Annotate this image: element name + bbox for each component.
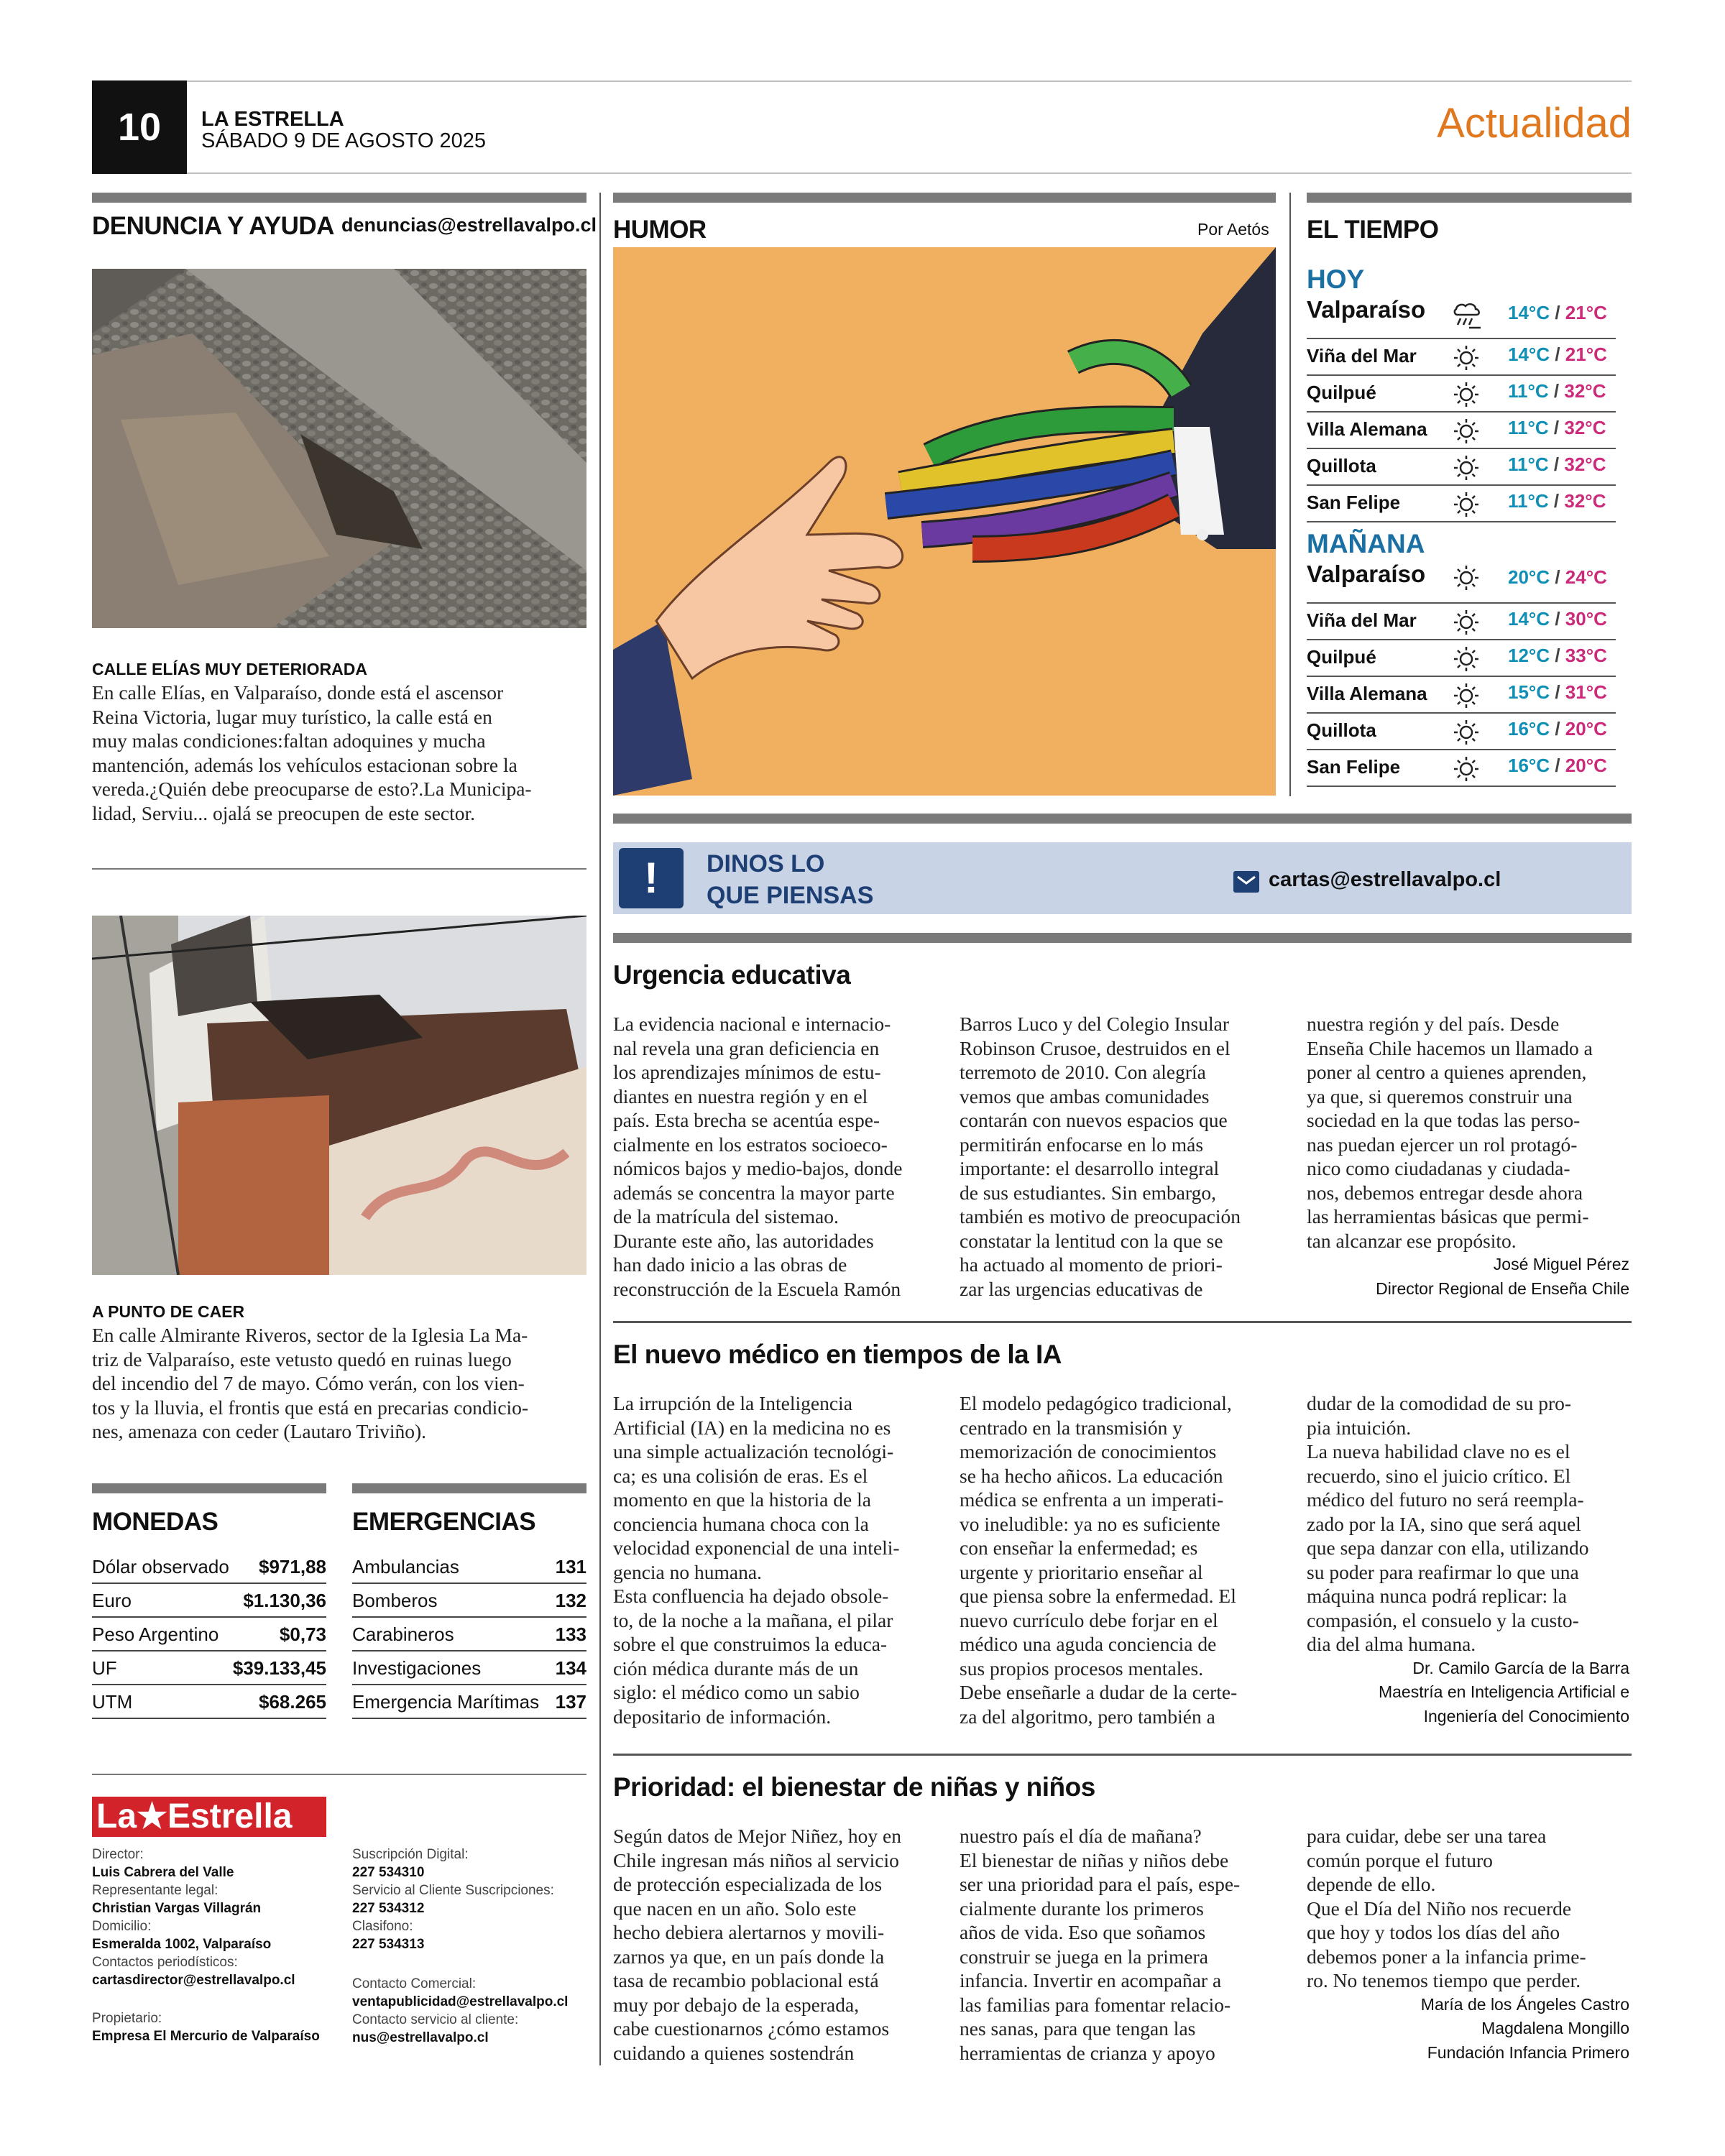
text-line: Robinson Crusoe, destruidos en el bbox=[960, 1036, 1230, 1059]
imprint-label: Propietario: bbox=[92, 2011, 162, 2026]
weather-row bbox=[1307, 750, 1616, 787]
imprint-label: Contacto servicio al cliente: bbox=[352, 2012, 519, 2027]
text-line: to, de la noche a la mañana, el pilar bbox=[613, 1608, 893, 1631]
text-line: siglo: el médico como un sabio bbox=[613, 1681, 860, 1703]
article-title: Urgencia educativa bbox=[613, 960, 851, 990]
temp-min: 14°C bbox=[1508, 344, 1550, 365]
article-title: Prioridad: el bienestar de niñas y niños bbox=[613, 1772, 1095, 1802]
weather-temps bbox=[1508, 645, 1607, 667]
text-line: za del algoritmo, pero también a bbox=[960, 1705, 1215, 1728]
text-line: se ha hecho añicos. La educación bbox=[960, 1464, 1223, 1487]
text-line: su poder para reafirmar lo que una bbox=[1307, 1560, 1579, 1583]
text-line: gencia no humana. bbox=[613, 1560, 762, 1583]
temp-separator: / bbox=[1555, 718, 1560, 740]
text-line: muy malas condiciones:faltan adoquines y mucha bbox=[92, 729, 486, 752]
weather-temps bbox=[1508, 681, 1607, 704]
text-line: nómicos bajos y medio-bajos, donde bbox=[613, 1157, 903, 1179]
weather-temps bbox=[1508, 566, 1607, 589]
temp-max: 31°C bbox=[1565, 681, 1607, 703]
weather-row bbox=[1307, 559, 1616, 604]
text-line: ción médica durante más de un bbox=[613, 1657, 859, 1680]
temp-min: 11°C bbox=[1508, 490, 1549, 512]
imprint-value: 227 534310 bbox=[352, 1865, 425, 1880]
imprint-value: 227 534313 bbox=[352, 1937, 425, 1952]
weather-row bbox=[1307, 295, 1616, 339]
imprint-label: Director: bbox=[92, 1847, 144, 1862]
weather-temps bbox=[1508, 490, 1606, 512]
text-line: para cuidar, debe ser una tarea bbox=[1307, 1825, 1547, 1847]
row-label: Investigaciones bbox=[352, 1657, 482, 1679]
article-column bbox=[960, 1012, 1283, 1301]
text-line: las herramientas básicas que permi- bbox=[1307, 1205, 1589, 1227]
weather-temps bbox=[1508, 718, 1607, 740]
text-line: constatar la lentitud con la que se bbox=[960, 1229, 1223, 1252]
text-line: Reina Victoria, lugar muy turístico, la calle está en bbox=[92, 705, 492, 728]
text-line: velocidad exponencial de una inteli- bbox=[613, 1537, 900, 1559]
temp-min: 15°C bbox=[1508, 681, 1550, 703]
temp-max: 32°C bbox=[1564, 417, 1606, 438]
text-line: herramientas de crianza y apoyo bbox=[960, 2041, 1215, 2064]
text-line: sociedad en la que todas las perso- bbox=[1307, 1109, 1581, 1131]
weather-city: San Felipe bbox=[1307, 492, 1401, 513]
text-line: de sus estudiantes. Sin embargo, bbox=[960, 1181, 1216, 1204]
weather-city: Valparaíso bbox=[1307, 561, 1426, 587]
photo-street bbox=[92, 269, 586, 628]
sun-icon bbox=[1450, 417, 1482, 446]
row-label: Bomberos bbox=[352, 1590, 438, 1611]
weather-temps bbox=[1508, 755, 1607, 777]
imprint-label: Representante legal: bbox=[92, 1883, 218, 1898]
text-line: zar las urgencias educativas de bbox=[960, 1277, 1203, 1300]
text-line: conciencia humana choca con la bbox=[613, 1512, 869, 1535]
logo-word-estrella: Estrella bbox=[167, 1797, 293, 1835]
logo-word-la: La bbox=[96, 1797, 137, 1835]
imprint-value: Luis Cabrera del Valle bbox=[92, 1865, 234, 1880]
temp-min: 16°C bbox=[1508, 755, 1550, 776]
weather-title: EL TIEMPO bbox=[1307, 216, 1439, 244]
text-line: Chile ingresan más niños al servicio bbox=[613, 1848, 899, 1871]
text-line: En calle Elías, en Valparaíso, donde está el ascensor bbox=[92, 681, 504, 704]
rain-wind-icon bbox=[1450, 299, 1482, 328]
text-line: que hoy y todos los días del año bbox=[1307, 1921, 1560, 1943]
text-line: centrado en la transmisión y bbox=[960, 1416, 1183, 1439]
text-line: mantención, además los vehículos estacionan sobre la bbox=[92, 753, 518, 776]
text-line: infancia. Invertir en acompañar a bbox=[960, 1969, 1222, 1991]
sun-icon bbox=[1450, 718, 1482, 747]
cartoon-handshake-snakes bbox=[613, 247, 1276, 796]
text-line: cialmente durante los primeros bbox=[960, 1897, 1204, 1920]
text-line: Artificial (IA) en la medicina no es bbox=[613, 1416, 891, 1439]
imprint-label: Contactos periodísticos: bbox=[92, 1955, 238, 1970]
signature-line: José Miguel Pérez bbox=[1493, 1255, 1629, 1273]
article-column bbox=[960, 1824, 1283, 2065]
text-line: tasa de recambio poblacional está bbox=[613, 1969, 879, 1991]
humor-credit: Por Aetós bbox=[1197, 220, 1269, 239]
text-line: las familias para fomentar relacio- bbox=[960, 1993, 1231, 2016]
weather-temps bbox=[1508, 380, 1606, 402]
denuncia-email[interactable]: denuncias@estrellavalpo.cl bbox=[341, 214, 597, 236]
weather-tomorrow-label: MAÑANA bbox=[1307, 529, 1425, 558]
text-line: que piensa sobre la enfermedad. El bbox=[960, 1585, 1236, 1607]
article-column bbox=[960, 1391, 1283, 1728]
text-line: sus propios procesos mentales. bbox=[960, 1657, 1204, 1680]
emergencias-title: EMERGENCIAS bbox=[352, 1508, 536, 1536]
text-line: depositario de información. bbox=[613, 1705, 832, 1728]
table-row bbox=[92, 1651, 326, 1685]
text-line: nes sanas, para que tengan las bbox=[960, 2017, 1196, 2040]
text-line: nas puedan ejercer un rol protagó- bbox=[1307, 1133, 1578, 1156]
dinos-banner bbox=[613, 842, 1632, 914]
photo-ruined-building bbox=[92, 916, 586, 1275]
text-line: común porque el futuro bbox=[1307, 1848, 1493, 1871]
paper-name: LA ESTRELLA bbox=[201, 108, 344, 131]
text-line: tan alcanzar ese propósito. bbox=[1307, 1229, 1517, 1252]
temp-max: 20°C bbox=[1565, 718, 1607, 740]
text-line: En calle Almirante Riveros, sector de la Iglesia La Ma- bbox=[92, 1324, 528, 1346]
row-value: 133 bbox=[555, 1623, 586, 1645]
sun-icon bbox=[1450, 608, 1482, 637]
text-line: Según datos de Mejor Niñez, hoy en bbox=[613, 1825, 901, 1847]
temp-min: 11°C bbox=[1508, 380, 1549, 402]
text-line: ca; es una colisión de eras. Es el bbox=[613, 1464, 868, 1487]
weather-row bbox=[1307, 413, 1616, 449]
text-line: triz de Valparaíso, este vetusto quedó en ruinas luego bbox=[92, 1348, 512, 1370]
row-value: 137 bbox=[555, 1691, 586, 1713]
dinos-email[interactable]: cartas@estrellavalpo.cl bbox=[1269, 868, 1501, 891]
weather-city: Viña del Mar bbox=[1307, 609, 1417, 631]
text-line: nuestro país el día de mañana? bbox=[960, 1825, 1202, 1847]
temp-min: 11°C bbox=[1508, 453, 1549, 475]
text-line: La irrupción de la Inteligencia bbox=[613, 1392, 852, 1414]
row-value: 132 bbox=[555, 1590, 586, 1611]
text-line: compasión, el consuelo y la custo- bbox=[1307, 1608, 1579, 1631]
imprint-label: Suscripción Digital: bbox=[352, 1847, 469, 1862]
row-label: UF bbox=[92, 1657, 117, 1679]
text-line: de protección especializada de los bbox=[613, 1873, 883, 1895]
table-row bbox=[352, 1584, 586, 1618]
sun-icon bbox=[1450, 681, 1482, 710]
denuncia-title: DENUNCIA Y AYUDA bbox=[92, 212, 334, 240]
section-title: Actualidad bbox=[1437, 100, 1632, 147]
weather-today-label: HOY bbox=[1307, 264, 1365, 294]
temp-separator: / bbox=[1553, 380, 1560, 402]
dinos-line1: DINOS LO bbox=[707, 850, 825, 877]
text-line: importante: el desarrollo integral bbox=[960, 1157, 1220, 1179]
temp-max: 21°C bbox=[1565, 302, 1607, 323]
sun-icon bbox=[1450, 563, 1482, 592]
weather-temps bbox=[1508, 453, 1606, 476]
weather-row bbox=[1307, 449, 1616, 486]
text-line: memorización de conocimientos bbox=[960, 1440, 1217, 1462]
text-line: Que el Día del Niño nos recuerde bbox=[1307, 1897, 1572, 1920]
temp-max: 24°C bbox=[1565, 566, 1607, 588]
article-column bbox=[613, 1012, 937, 1301]
imprint-value: 227 534312 bbox=[352, 1901, 425, 1916]
article-signature bbox=[1270, 1657, 1629, 1729]
weather-city: Quillota bbox=[1307, 719, 1376, 741]
text-line: zarnos ya que, en un país donde la bbox=[613, 1945, 885, 1968]
text-line: dia del alma humana. bbox=[1307, 1633, 1476, 1655]
temp-min: 14°C bbox=[1508, 302, 1550, 323]
text-line: años de vida. Eso que soñamos bbox=[960, 1921, 1206, 1943]
table-row bbox=[352, 1618, 586, 1651]
text-line: contarán con nuevos espacios que bbox=[960, 1109, 1228, 1131]
text-line: máquina nunca podrá replicar: la bbox=[1307, 1585, 1567, 1607]
text-line: Durante este año, las autoridades bbox=[613, 1229, 874, 1252]
weather-row bbox=[1307, 339, 1616, 376]
text-line: una simple actualización tecnológi- bbox=[613, 1440, 894, 1462]
weather-city: Villa Alemana bbox=[1307, 683, 1427, 704]
signature-line: Fundación Infancia Primero bbox=[1427, 2042, 1629, 2062]
text-line: pia intuición. bbox=[1307, 1416, 1412, 1439]
text-line: además se concentra la mayor parte bbox=[613, 1181, 895, 1204]
weather-city: Quilpué bbox=[1307, 382, 1376, 403]
caption1-title: CALLE ELÍAS MUY DETERIORADA bbox=[92, 660, 367, 678]
imprint-value: nus@estrellavalpo.cl bbox=[352, 2030, 489, 2045]
temp-max: 30°C bbox=[1565, 608, 1607, 630]
caption2-text bbox=[92, 1323, 595, 1444]
temp-min: 16°C bbox=[1508, 718, 1550, 740]
text-line: nuestra región y del país. Desde bbox=[1307, 1013, 1560, 1035]
text-line: que nacen en un año. Solo este bbox=[613, 1897, 857, 1920]
text-line: construir se juega en la primera bbox=[960, 1945, 1208, 1968]
signature-line: Director Regional de Enseña Chile bbox=[1376, 1279, 1629, 1298]
text-line: ya que, si queremos construir una bbox=[1307, 1084, 1573, 1107]
text-line: El modelo pedagógico tradicional, bbox=[960, 1392, 1232, 1414]
temp-min: 12°C bbox=[1508, 645, 1550, 666]
text-line: tos y la lluvia, el frontis que está en precarias condicio- bbox=[92, 1396, 529, 1419]
text-line: médico del futuro no será reempla- bbox=[1307, 1488, 1584, 1511]
imprint-value: Christian Vargas Villagrán bbox=[92, 1901, 262, 1916]
text-line: Barros Luco y del Colegio Insular bbox=[960, 1013, 1229, 1035]
article-column bbox=[613, 1824, 937, 2065]
weather-city: Quilpué bbox=[1307, 646, 1376, 668]
text-line: lidad, Serviu... ojalá se preocupen de este sector. bbox=[92, 801, 476, 824]
article-column bbox=[1307, 1824, 1630, 1993]
text-line: Debe enseñarle a dudar de la certe- bbox=[960, 1681, 1238, 1703]
article-column bbox=[1307, 1012, 1630, 1253]
sun-icon bbox=[1450, 645, 1482, 673]
humor-title: HUMOR bbox=[613, 216, 707, 244]
text-line: del incendio del 7 de mayo. Cómo verán, con los vien- bbox=[92, 1372, 525, 1394]
weather-city: Viña del Mar bbox=[1307, 345, 1417, 367]
imprint-value: Empresa El Mercurio de Valparaíso bbox=[92, 2029, 320, 2044]
row-label: Emergencia Marítimas bbox=[352, 1691, 540, 1713]
weather-temps bbox=[1508, 417, 1606, 439]
temp-separator: / bbox=[1555, 302, 1560, 323]
text-line: de la matrícula del sistemao. bbox=[613, 1205, 839, 1227]
text-line: vereda.¿Quién debe preocuparse de esto?.La Municipa- bbox=[92, 778, 532, 800]
text-line: ha actuado al momento de priori- bbox=[960, 1253, 1223, 1276]
imprint-label: Contacto Comercial: bbox=[352, 1976, 477, 1991]
paper-date: SÁBADO 9 DE AGOSTO 2025 bbox=[201, 129, 486, 152]
text-line: nico como ciudadanas y ciudada- bbox=[1307, 1157, 1570, 1179]
temp-separator: / bbox=[1555, 566, 1560, 588]
caption1-text bbox=[92, 681, 595, 825]
text-line: nos, debemos entregar desde ahora bbox=[1307, 1181, 1583, 1204]
weather-city: San Felipe bbox=[1307, 756, 1401, 778]
text-line: nes, amenaza con ceder (Lautaro Triviño). bbox=[92, 1420, 427, 1442]
weather-row bbox=[1307, 677, 1616, 714]
text-line: hecho debiera alertarnos y movili- bbox=[613, 1921, 885, 1943]
text-line: vemos que ambas comunidades bbox=[960, 1084, 1210, 1107]
table-row bbox=[92, 1550, 326, 1584]
temp-max: 21°C bbox=[1565, 344, 1607, 365]
row-value: 131 bbox=[555, 1556, 586, 1577]
mail-icon bbox=[1233, 871, 1259, 893]
weather-row bbox=[1307, 376, 1616, 413]
text-line: reconstrucción de la Escuela Ramón bbox=[613, 1277, 901, 1300]
row-value: $39.133,45 bbox=[232, 1657, 326, 1679]
text-line: momento en que la historia de la bbox=[613, 1488, 871, 1511]
text-line: médica se enfrenta a un imperati- bbox=[960, 1488, 1224, 1511]
text-line: dudar de la comodidad de su pro- bbox=[1307, 1392, 1572, 1414]
signature-line: Maestría en Inteligencia Artificial e bbox=[1378, 1682, 1629, 1701]
article-column bbox=[1307, 1391, 1630, 1657]
text-line: cabe cuestionarnos ¿cómo estamos bbox=[613, 2017, 890, 2040]
article-signature bbox=[1270, 1993, 1629, 2065]
monedas-title: MONEDAS bbox=[92, 1508, 218, 1536]
text-line: La nueva habilidad clave no es el bbox=[1307, 1440, 1570, 1462]
text-line: diantes en nuestra región y en el bbox=[613, 1084, 868, 1107]
row-value: $1.130,36 bbox=[243, 1590, 326, 1611]
text-line: terremoto de 2010. Con alegría bbox=[960, 1061, 1206, 1083]
weather-row bbox=[1307, 640, 1616, 677]
sun-icon bbox=[1450, 344, 1482, 372]
table-row bbox=[352, 1651, 586, 1685]
weather-temps bbox=[1508, 608, 1607, 630]
text-line: país. Esta brecha se acentúa espe- bbox=[613, 1109, 880, 1131]
temp-separator: / bbox=[1555, 681, 1560, 703]
text-line: ro. No tenemos tiempo que perder. bbox=[1307, 1969, 1581, 1991]
text-line: nuevo currículo debe forjar en el bbox=[960, 1608, 1218, 1631]
sun-icon bbox=[1450, 380, 1482, 409]
weather-city: Valparaíso bbox=[1307, 296, 1426, 323]
sun-icon bbox=[1450, 490, 1482, 519]
weather-temps bbox=[1508, 302, 1607, 324]
weather-city: Quillota bbox=[1307, 455, 1376, 476]
signature-line: Magdalena Mongillo bbox=[1481, 2019, 1629, 2037]
temp-min: 14°C bbox=[1508, 608, 1550, 630]
row-value: $68.265 bbox=[259, 1691, 326, 1713]
signature-line: Dr. Camilo García de la Barra bbox=[1412, 1658, 1629, 1677]
text-line: urgente y prioritario enseñar al bbox=[960, 1560, 1203, 1583]
caption2-title: A PUNTO DE CAER bbox=[92, 1302, 245, 1321]
temp-max: 32°C bbox=[1564, 490, 1606, 512]
text-line: Enseña Chile hacemos un llamado a bbox=[1307, 1036, 1593, 1059]
weather-temps bbox=[1508, 344, 1607, 366]
text-line: cuidando a quienes sostendrán bbox=[613, 2041, 855, 2064]
text-line: zado por la IA, sino que será aquel bbox=[1307, 1512, 1581, 1535]
temp-separator: / bbox=[1553, 417, 1560, 438]
star-icon: ★ bbox=[137, 1797, 168, 1835]
imprint-value: Esmeralda 1002, Valparaíso bbox=[92, 1937, 272, 1952]
text-line: permitirán enfocarse en lo más bbox=[960, 1133, 1204, 1156]
row-label: UTM bbox=[92, 1691, 133, 1713]
table-row bbox=[352, 1550, 586, 1584]
weather-city: Villa Alemana bbox=[1307, 418, 1427, 440]
row-label: Peso Argentino bbox=[92, 1623, 219, 1645]
row-value: $0,73 bbox=[279, 1623, 326, 1645]
text-line: recuerdo, sino el juicio crítico. El bbox=[1307, 1464, 1571, 1487]
imprint-label: Domicilio: bbox=[92, 1919, 152, 1934]
temp-separator: / bbox=[1553, 490, 1560, 512]
temp-max: 33°C bbox=[1565, 645, 1607, 666]
text-line: médico una aguda conciencia de bbox=[960, 1633, 1217, 1655]
signature-line: María de los Ángeles Castro bbox=[1420, 1994, 1629, 2014]
text-line: nal revela una gran deficiencia en bbox=[613, 1036, 880, 1059]
temp-max: 32°C bbox=[1564, 453, 1606, 475]
row-label: Ambulancias bbox=[352, 1556, 459, 1577]
imprint-label: Servicio al Cliente Suscripciones: bbox=[352, 1883, 554, 1898]
temp-separator: / bbox=[1553, 453, 1560, 475]
row-label: Dólar observado bbox=[92, 1556, 229, 1577]
temp-separator: / bbox=[1555, 645, 1560, 666]
text-line: debemos poner a la infancia prime- bbox=[1307, 1945, 1586, 1968]
temp-min: 11°C bbox=[1508, 417, 1549, 438]
text-line: vo ineludible: ya no es suficiente bbox=[960, 1512, 1220, 1535]
text-line: con enseñar la enfermedad; es bbox=[960, 1537, 1198, 1559]
text-line: muy por debajo de la esperada, bbox=[613, 1993, 860, 2016]
text-line: han dado inicio a las obras de bbox=[613, 1253, 847, 1276]
row-label: Euro bbox=[92, 1590, 132, 1611]
estrella-logo bbox=[92, 1797, 326, 1837]
table-row bbox=[352, 1685, 586, 1719]
table-row bbox=[92, 1685, 326, 1719]
signature-line: Ingeniería del Conocimiento bbox=[1423, 1706, 1629, 1726]
text-line: también es motivo de preocupación bbox=[960, 1205, 1241, 1227]
weather-row bbox=[1307, 714, 1616, 750]
text-line: cialmente en los estratos socioeco- bbox=[613, 1133, 888, 1156]
temp-separator: / bbox=[1555, 755, 1560, 776]
temp-separator: / bbox=[1555, 344, 1560, 365]
text-line: que sepa danzar con ella, utilizando bbox=[1307, 1537, 1589, 1559]
table-row bbox=[92, 1618, 326, 1651]
temp-min: 20°C bbox=[1508, 566, 1550, 588]
text-line: La evidencia nacional e internacio- bbox=[613, 1013, 891, 1035]
text-line: El bienestar de niñas y niños debe bbox=[960, 1848, 1229, 1871]
article-column bbox=[613, 1391, 937, 1728]
imprint-value: ventapublicidad@estrellavalpo.cl bbox=[352, 1994, 569, 2009]
article-title: El nuevo médico en tiempos de la IA bbox=[613, 1340, 1062, 1369]
text-line: Esta confluencia ha dejado obsole- bbox=[613, 1585, 889, 1607]
dinos-line2: QUE PIENSAS bbox=[707, 882, 874, 909]
weather-row bbox=[1307, 604, 1616, 640]
temp-max: 20°C bbox=[1565, 755, 1607, 776]
imprint-value: cartasdirector@estrellavalpo.cl bbox=[92, 1973, 295, 1988]
text-line: poner al centro a quienes aprenden, bbox=[1307, 1061, 1587, 1083]
weather-row bbox=[1307, 486, 1616, 522]
row-value: 134 bbox=[555, 1657, 586, 1679]
imprint-label: Clasifono: bbox=[352, 1919, 413, 1934]
article-signature bbox=[1270, 1253, 1629, 1301]
exclamation-icon: ! bbox=[619, 848, 684, 908]
temp-separator: / bbox=[1555, 608, 1560, 630]
temp-max: 32°C bbox=[1564, 380, 1606, 402]
text-line: depende de ello. bbox=[1307, 1873, 1436, 1895]
sun-icon bbox=[1450, 755, 1482, 783]
text-line: ser una prioridad para el país, espe- bbox=[960, 1873, 1241, 1895]
row-label: Carabineros bbox=[352, 1623, 454, 1645]
page-number: 10 bbox=[92, 80, 187, 174]
sun-icon bbox=[1450, 453, 1482, 482]
row-value: $971,88 bbox=[259, 1556, 326, 1577]
text-line: sobre el que construimos la educa- bbox=[613, 1633, 888, 1655]
table-row bbox=[92, 1584, 326, 1618]
text-line: los aprendizajes mínimos de estu- bbox=[613, 1061, 881, 1083]
